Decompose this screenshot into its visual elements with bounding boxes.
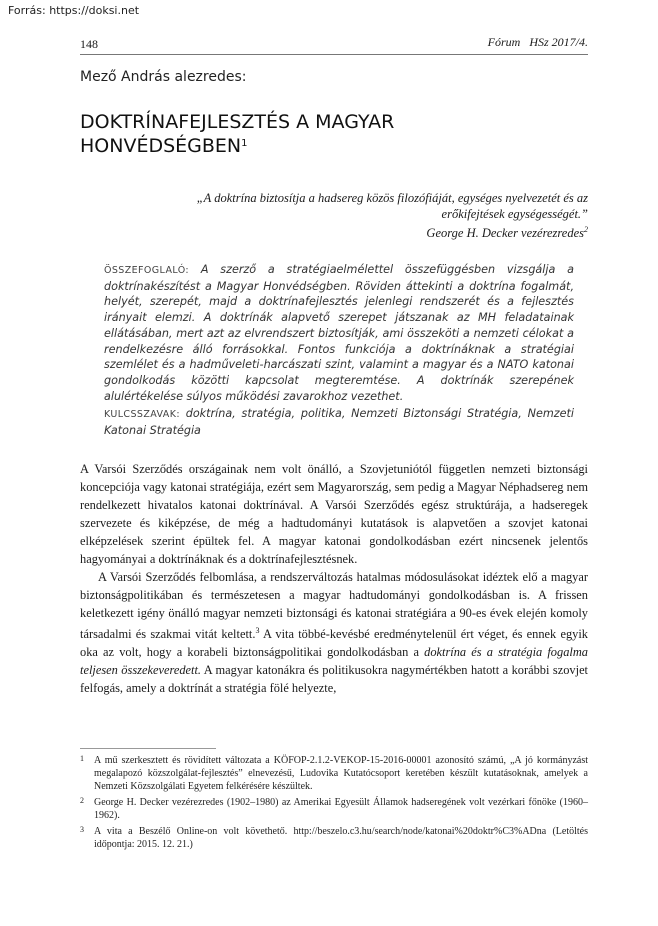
body-footnote-ref-3: 3 [255, 626, 260, 635]
running-header [482, 35, 588, 50]
abstract [104, 262, 574, 439]
keywords-text: doktrína, stratégia, politika, Nemzeti Biztonsági Stratégia, Nemzeti Katonai Stratégia [104, 407, 574, 438]
keywords-paragraph [104, 406, 574, 438]
footnote-text: A vita a Beszélő Online-on volt követhető. http://beszelo.c3.hu/search/node/katonai%20doktr%C3%ADna (Letöltés időpontja: 2015. 12. 21.) [94, 826, 588, 850]
body-p2-emphasis: doktrína és a stratégia fogalma teljesen összekeveredett. [80, 645, 588, 678]
epigraph [140, 190, 588, 241]
abstract-text: A szerző a stratégiaelmélettel összefüggésben vizsgálja a doktrínakészítést a Magyar Honvédségben. Röviden áttekinti a doktrína fogalmát, helyét, szerepét, majd a doktrínafejlesztés jelenlegi rendszerét és a fejlesztés irányait elemzi. A doktrínák alapvető szerepet játszanak az MH feladatainak ellátásában, mert azt az elvrendszert biztosítják, ami összeköti a nemzeti célokat a rendelkezésre álló forrásokkal. Fontos funkciója a doktrínáknak a stratégiai szemlélet és a hadműveleti-harcászati szint, valamint a magyar és a NATO katonai gondolkodás közötti kapcsolat megteremtése. A doktrínák szerepének alulértékelése súlyos működési zavarokhoz vezethet. [104, 263, 574, 403]
footnote-2 [80, 796, 588, 822]
epigraph-author [140, 222, 588, 241]
title-text: DOKTRÍNAFEJLESZTÉS A MAGYAR HONVÉDSÉGBEN [80, 111, 395, 157]
footnote-3 [80, 825, 588, 851]
title-footnote-ref: 1 [241, 138, 248, 149]
article-title [80, 110, 560, 158]
epigraph-footnote-ref: 2 [584, 225, 588, 234]
journal-name: Fórum [487, 35, 521, 49]
article-body [80, 460, 588, 697]
source-label: Forrás: https://doksi.net [8, 4, 140, 17]
issue-label: HSz 2017/4. [529, 35, 588, 49]
footnote-text: George H. Decker vezérezredes (1902–1980) az Amerikai Egyesült Államok hadseregének volt vezérkari főnöke (1960–1962). [94, 797, 588, 821]
keywords-label: KULCSSZAVAK: [104, 409, 180, 421]
body-p2-part-a: A Varsói Szerződés felbomlása, a rendszerváltozás hatalmas módosulásokat idéztek elő a magyar biztonságpolitikában és természetesen a magyar hadtudományi gondolkodásban is. A frissen keletkezett igény önálló magyar nemzeti biztonsági és katonai stratégiára a 90-es évek elején komoly társadalmi és szakmai vitát keltett. [80, 570, 588, 642]
epigraph-text: „A doktrína biztosítja a hadsereg közös filozófiáját, egységes nyelvezetét és az erőkifejtések egységességét.” [196, 191, 588, 221]
body-paragraph-2 [80, 568, 588, 697]
footnote-number: 1 [80, 754, 84, 763]
abstract-paragraph [104, 262, 574, 404]
header-rule [80, 54, 588, 55]
body-p2-part-c: A magyar katonákra és politikusokra nagymértékben hatott a korábbi szovjet felfogás, amely a doktrínát a stratégia fölé helyezte, [80, 663, 589, 696]
body-paragraph-1: A Varsói Szerződés országainak nem volt önálló, a Szovjetuniótól független nemzeti biztonsági koncepciója vagy katonai stratégiája, ezért sem Magyarország, sem pedig a Magyar Néphadsereg nem rendelkezett hivatalos katonai doktrínával. A Varsói Szerződés egész struktúrája, a hadseregek szervezete és kiképzése, de még a hadtudományi kutatások is alapvetően a szovjet katonai elképzelések szerint épültek fel. A magyar katonai gondolkodásban ezért nincsenek jelentős hagyományai a doktrínáknak és a doktrínafejlesztésnek. [80, 462, 588, 566]
epigraph-author-name: George H. Decker vezérezredes [426, 226, 584, 241]
footnotes [80, 754, 588, 854]
page-number: 148 [80, 37, 98, 51]
footnote-1 [80, 754, 588, 793]
footnote-text: A mű szerkesztett és rövidített változata a KÖFOP-2.1.2-VEKOP-15-2016-00001 azonosító számú, „A jó kormányzást megalapozó közszolgálat-fejlesztés” elnevezésű, Ludovika Kutatócsoport keretében készült kutatásoknak, amelyek a Nemzeti Közszolgálati Egyetem felkérésére készültek. [94, 755, 588, 792]
body-p2-part-b: A vita többé-kevésbé eredménytelenül ért véget, és ennek egyik oka az volt, hogy a korabeli biztonságpolitikai gondolkodásban a [80, 627, 588, 660]
footnote-number: 3 [80, 825, 84, 834]
article-author: Mező András alezredes: [80, 69, 247, 85]
footnote-rule [80, 748, 216, 749]
footnote-number: 2 [80, 796, 84, 805]
abstract-label: ÖSSZEFOGLALÓ: [104, 265, 190, 276]
